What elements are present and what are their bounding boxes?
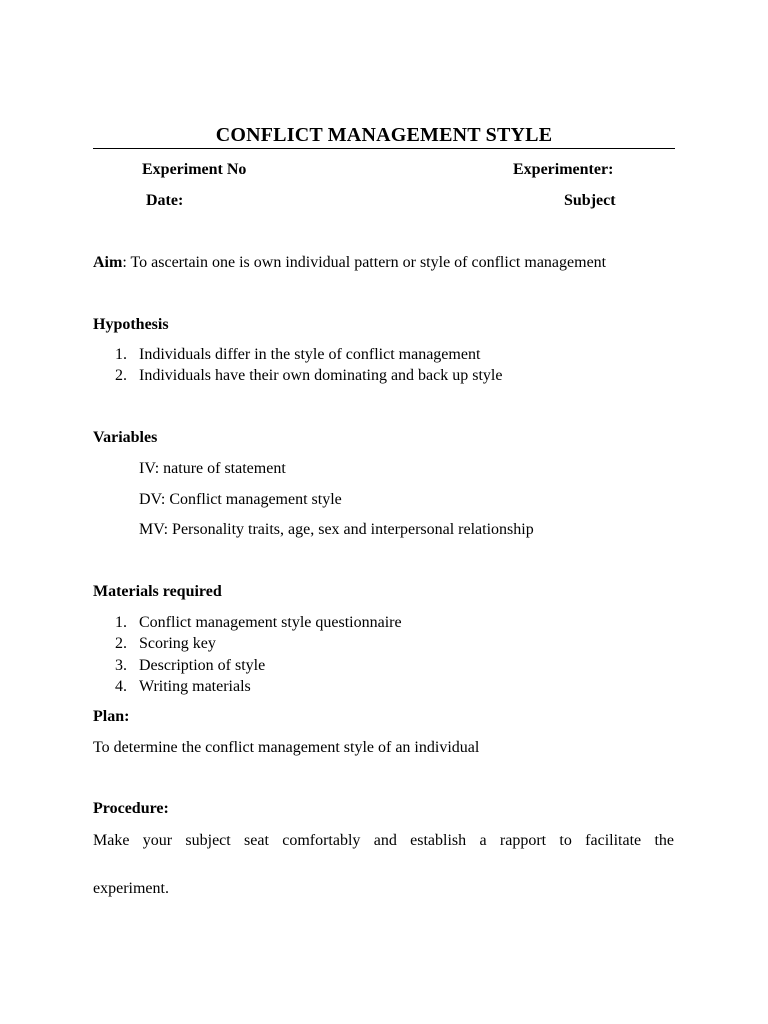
list-text: Description of style: [139, 656, 266, 674]
list-text: Conflict management style questionnaire: [139, 614, 402, 631]
list-text: Individuals have their own dominating and back up style: [139, 367, 503, 385]
experimenter-label: Experimenter:: [513, 161, 614, 178]
list-number: 1.: [115, 614, 127, 631]
plan-heading: Plan:: [93, 708, 130, 725]
experiment-no-label: Experiment No: [142, 161, 247, 178]
hypothesis-heading: Hypothesis: [93, 316, 169, 333]
aim-paragraph: [93, 253, 606, 272]
procedure-heading: Procedure:: [93, 800, 169, 817]
list-number: 2.: [115, 635, 127, 653]
page-title: CONFLICT MANAGEMENT STYLE: [215, 124, 553, 146]
subject-label: Subject: [564, 192, 616, 209]
list-text: Individuals differ in the style of conflict management: [139, 346, 481, 363]
variables-heading: Variables: [93, 429, 158, 446]
date-label: Date:: [146, 192, 184, 209]
variable-dv: DV: Conflict management style: [139, 491, 342, 508]
aim-label: Aim: [93, 254, 123, 271]
variable-mv: MV: Personality traits, age, sex and interpersonal relationship: [139, 521, 534, 538]
list-text: Writing materials: [139, 677, 251, 695]
list-text: Scoring key: [139, 635, 216, 653]
aim-text: : To ascertain one is own individual pattern or style of conflict management: [122, 254, 607, 271]
variable-iv: IV: nature of statement: [139, 460, 286, 477]
title-underline: [93, 148, 675, 149]
list-number: 2.: [115, 367, 127, 385]
list-number: 4.: [115, 677, 127, 695]
list-number: 3.: [115, 656, 127, 674]
procedure-text-line1: Make your subject seat comfortably and establish a rapport to facilitate the: [93, 832, 674, 849]
materials-heading: Materials required: [93, 583, 222, 600]
procedure-text-line2: experiment.: [93, 880, 169, 897]
plan-text: To determine the conflict management style of an individual: [93, 739, 480, 756]
list-number: 1.: [115, 346, 127, 363]
